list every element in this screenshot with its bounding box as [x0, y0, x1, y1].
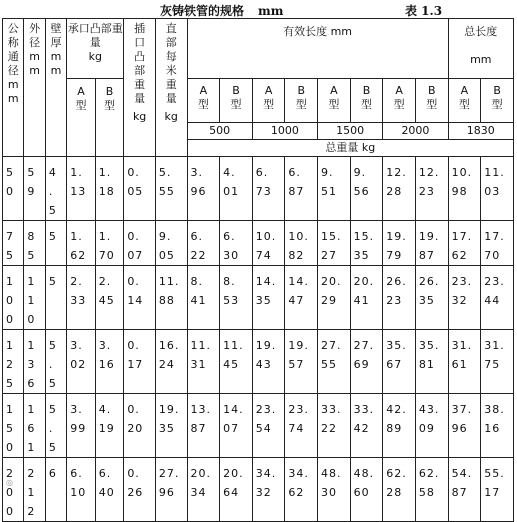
total-weight-cell: 6. 22: [187, 221, 220, 266]
nominal-diameter-cell: 5 0: [3, 157, 24, 221]
header-total-length: 总长度 mm: [448, 19, 513, 79]
pipe-weight-per-meter-cell: 5. 55: [155, 157, 187, 221]
total-weight-cell: 20. 64: [220, 458, 253, 522]
cast-iron-pipe-spec-table: [2, 18, 514, 522]
total-weight-cell: 48. 30: [318, 458, 351, 522]
watermark: ◎: [6, 478, 13, 487]
socket-bead-weight-b-cell: 2. 45: [95, 266, 124, 330]
socket-bead-weight-b-cell: 6. 40: [95, 458, 124, 522]
nominal-diameter-cell: 7 5: [3, 221, 24, 266]
total-weight-cell: 31. 61: [448, 330, 481, 394]
wall-thickness-cell: 4 . 5: [45, 157, 66, 221]
socket-bead-weight-b-cell: 1. 18: [95, 157, 124, 221]
total-weight-cell: 14. 47: [285, 266, 318, 330]
header-nominal-diameter: 公 称 通 径 m m: [3, 19, 24, 157]
nominal-diameter-cell: 1 2 5: [3, 330, 24, 394]
header-socket-bead-weight: 承口凸部重量 kg: [67, 19, 124, 79]
total-weight-cell: 12. 23: [415, 157, 448, 221]
total-weight-cell: 23. 54: [252, 394, 285, 458]
nominal-diameter-cell: 2 0 0: [3, 458, 24, 522]
total-weight-cell: 26. 35: [415, 266, 448, 330]
table-row: [3, 157, 514, 221]
total-weight-cell: 23. 44: [481, 266, 514, 330]
total-weight-cell: 27. 69: [350, 330, 383, 394]
total-weight-cell: 6. 87: [285, 157, 318, 221]
total-weight-cell: 42. 89: [383, 394, 416, 458]
total-weight-cell: 19. 87: [415, 221, 448, 266]
socket-bead-weight-b-cell: 1. 70: [95, 221, 124, 266]
header-length-1830: 1830: [448, 123, 513, 140]
header-length-2000: 2000: [383, 123, 448, 140]
table-row: [3, 394, 514, 458]
total-weight-cell: 27. 55: [318, 330, 351, 394]
total-weight-cell: 15. 35: [350, 221, 383, 266]
total-weight-cell: 23. 74: [285, 394, 318, 458]
total-weight-cell: 14. 35: [252, 266, 285, 330]
total-weight-cell: 20. 41: [350, 266, 383, 330]
pipe-weight-per-meter-cell: 16. 24: [155, 330, 187, 394]
outer-diameter-cell: 1 6 1: [24, 394, 45, 458]
header-type-a: A 型: [383, 79, 416, 123]
total-weight-cell: 9. 51: [318, 157, 351, 221]
header-type-a: A 型: [318, 79, 351, 123]
total-weight-cell: 31. 75: [481, 330, 514, 394]
total-weight-cell: 3. 96: [187, 157, 220, 221]
outer-diameter-cell: 1 3 6: [24, 330, 45, 394]
socket-bead-weight-a-cell: 3. 02: [67, 330, 96, 394]
header-length-1500: 1500: [318, 123, 383, 140]
pipe-weight-per-meter-cell: 27. 96: [155, 458, 187, 522]
outer-diameter-cell: 1 1 0: [24, 266, 45, 330]
header-length-1000: 1000: [252, 123, 317, 140]
total-weight-cell: 62. 58: [415, 458, 448, 522]
spigot-bead-weight-cell: 0. 05: [124, 157, 156, 221]
header-effective-length: 有效长度 mm: [187, 19, 448, 79]
wall-thickness-cell: 6: [45, 458, 66, 522]
total-weight-cell: 35. 81: [415, 330, 448, 394]
total-weight-cell: 19. 43: [252, 330, 285, 394]
total-weight-cell: 11. 31: [187, 330, 220, 394]
socket-bead-weight-a-cell: 1. 62: [67, 221, 96, 266]
outer-diameter-cell: 2 1 2: [24, 458, 45, 522]
pipe-weight-per-meter-cell: 11. 88: [155, 266, 187, 330]
total-weight-cell: 8. 41: [187, 266, 220, 330]
socket-bead-weight-b-cell: 3. 16: [95, 330, 124, 394]
total-weight-cell: 6. 73: [252, 157, 285, 221]
total-weight-cell: 35. 67: [383, 330, 416, 394]
table-title: 灰铸铁管的规格 mm: [160, 4, 284, 18]
total-weight-cell: 34. 62: [285, 458, 318, 522]
header-spigot-bead-weight: 插 口 凸 部 重 量 kg: [124, 19, 156, 157]
spigot-bead-weight-cell: 0. 07: [124, 221, 156, 266]
total-weight-cell: 15. 27: [318, 221, 351, 266]
wall-thickness-cell: 5: [45, 221, 66, 266]
total-weight-cell: 38. 16: [481, 394, 514, 458]
pipe-weight-per-meter-cell: 19. 35: [155, 394, 187, 458]
total-weight-cell: 13. 87: [187, 394, 220, 458]
total-weight-cell: 34. 32: [252, 458, 285, 522]
total-weight-cell: 10. 82: [285, 221, 318, 266]
total-weight-cell: 6. 30: [220, 221, 253, 266]
total-weight-cell: 17. 70: [481, 221, 514, 266]
header-wall-thickness: 壁 厚 m m: [45, 19, 66, 157]
header-pipe-weight-per-meter: 直 部 每 米 重 量 kg: [155, 19, 187, 157]
total-weight-cell: 33. 42: [350, 394, 383, 458]
total-weight-cell: 19. 57: [285, 330, 318, 394]
total-weight-cell: 20. 29: [318, 266, 351, 330]
wall-thickness-cell: 5 . 5: [45, 330, 66, 394]
nominal-diameter-cell: 1 0 0: [3, 266, 24, 330]
socket-bead-weight-a-cell: 3. 99: [67, 394, 96, 458]
table-row: [3, 266, 514, 330]
total-weight-cell: 54. 87: [448, 458, 481, 522]
outer-diameter-cell: 8 5: [24, 221, 45, 266]
wall-thickness-cell: 5 . 5: [45, 394, 66, 458]
total-weight-cell: 20. 34: [187, 458, 220, 522]
header-type-a: A 型: [187, 79, 220, 123]
total-weight-cell: 62. 28: [383, 458, 416, 522]
total-weight-cell: 8. 53: [220, 266, 253, 330]
header-type-a: A 型: [252, 79, 285, 123]
header-total-weight: 总重量 kg: [187, 140, 513, 157]
table-row: [3, 221, 514, 266]
header-length-500: 500: [187, 123, 252, 140]
header-type-b: B 型: [350, 79, 383, 123]
header-type-b: B 型: [285, 79, 318, 123]
total-weight-cell: 17. 62: [448, 221, 481, 266]
header-type-a: A 型: [448, 79, 481, 123]
total-weight-cell: 11. 45: [220, 330, 253, 394]
total-weight-cell: 4. 01: [220, 157, 253, 221]
total-weight-cell: 10. 74: [252, 221, 285, 266]
total-weight-cell: 26. 23: [383, 266, 416, 330]
header-socket-type-b: B 型: [95, 79, 124, 157]
header-type-b: B 型: [415, 79, 448, 123]
spigot-bead-weight-cell: 0. 26: [124, 458, 156, 522]
header-type-b: B 型: [481, 79, 514, 123]
total-weight-cell: 33. 22: [318, 394, 351, 458]
total-weight-cell: 19. 79: [383, 221, 416, 266]
table-row: [3, 330, 514, 394]
wall-thickness-cell: 5: [45, 266, 66, 330]
header-socket-type-a: A 型: [67, 79, 96, 157]
spigot-bead-weight-cell: 0. 17: [124, 330, 156, 394]
total-weight-cell: 14. 07: [220, 394, 253, 458]
spigot-bead-weight-cell: 0. 20: [124, 394, 156, 458]
total-weight-cell: 11. 03: [481, 157, 514, 221]
socket-bead-weight-a-cell: 6. 10: [67, 458, 96, 522]
nominal-diameter-cell: 1 5 0: [3, 394, 24, 458]
header-outer-diameter: 外 径 m m: [24, 19, 45, 157]
total-weight-cell: 9. 56: [350, 157, 383, 221]
socket-bead-weight-a-cell: 2. 33: [67, 266, 96, 330]
pipe-weight-per-meter-cell: 9. 05: [155, 221, 187, 266]
total-weight-cell: 55. 17: [481, 458, 514, 522]
socket-bead-weight-b-cell: 4. 19: [95, 394, 124, 458]
total-weight-cell: 10. 98: [448, 157, 481, 221]
total-weight-cell: 43. 09: [415, 394, 448, 458]
total-weight-cell: 23. 32: [448, 266, 481, 330]
socket-bead-weight-a-cell: 1. 13: [67, 157, 96, 221]
total-weight-cell: 48. 60: [350, 458, 383, 522]
outer-diameter-cell: 5 9: [24, 157, 45, 221]
spigot-bead-weight-cell: 0. 14: [124, 266, 156, 330]
table-number: 表 1.3: [405, 4, 443, 18]
total-weight-cell: 37. 96: [448, 394, 481, 458]
total-weight-cell: 12. 28: [383, 157, 416, 221]
header-type-b: B 型: [220, 79, 253, 123]
